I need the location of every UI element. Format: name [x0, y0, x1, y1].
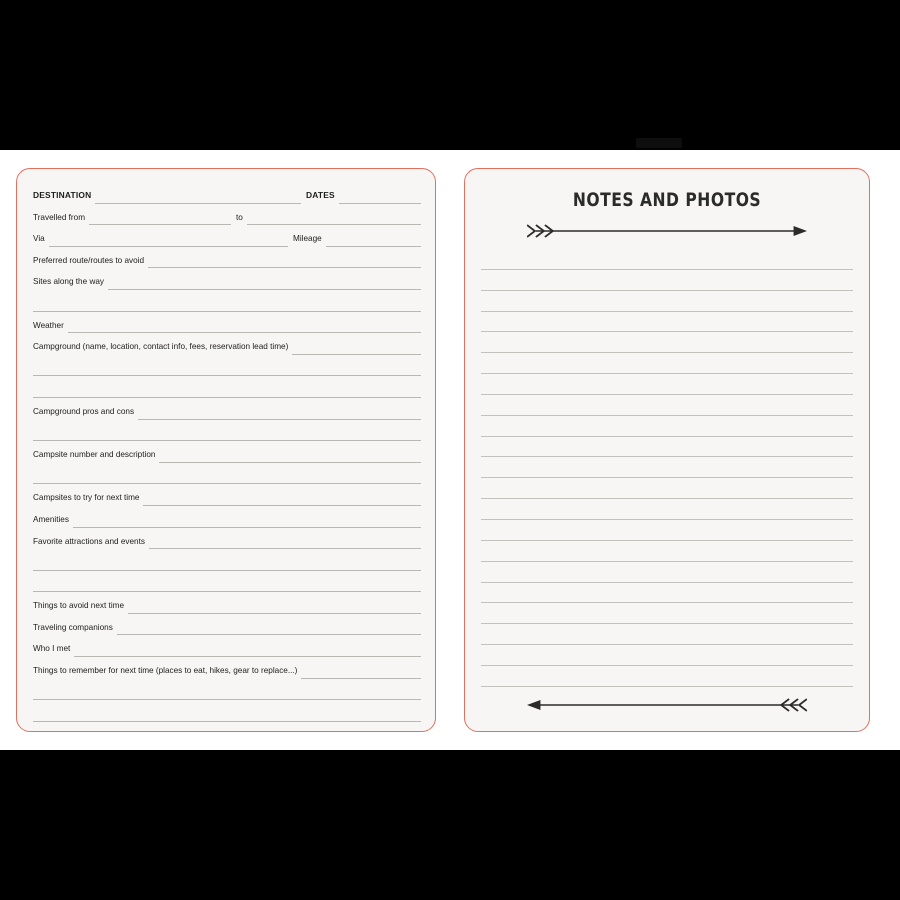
field-rule — [33, 440, 421, 441]
form-blank-line[interactable] — [33, 293, 421, 315]
field-rule — [33, 483, 421, 484]
field-label: Things to remember for next time (places to eat, hikes, gear to replace...) — [33, 660, 301, 682]
notes-ruled-line[interactable] — [481, 437, 853, 458]
notes-ruled-line[interactable] — [481, 249, 853, 270]
form-field-row[interactable] — [33, 228, 421, 250]
field-rule — [33, 699, 421, 700]
notes-ruled-line[interactable] — [481, 603, 853, 624]
form-field-row[interactable] — [33, 207, 421, 229]
field-rule — [33, 721, 421, 722]
field-label: Travelled from — [33, 207, 89, 229]
field-label: Campground (name, location, contact info, fees, reservation lead time) — [33, 336, 292, 358]
right-page-sheet — [464, 168, 870, 732]
field-rule — [33, 591, 421, 592]
form-blank-line[interactable] — [33, 682, 421, 704]
field-rule — [33, 332, 421, 333]
notes-ruled-line[interactable] — [481, 666, 853, 687]
arrow-left-with-chevrons-icon — [527, 697, 807, 713]
field-label: Campsites to try for next time — [33, 487, 143, 509]
page-top-mark — [636, 138, 682, 148]
form-blank-line[interactable] — [33, 379, 421, 401]
form-field-row[interactable] — [33, 444, 421, 466]
field-label: Campground pros and cons — [33, 401, 138, 423]
trip-form — [33, 185, 421, 717]
form-blank-line[interactable] — [33, 703, 421, 725]
field-rule — [33, 570, 421, 571]
left-page-sheet — [16, 168, 436, 732]
form-field-row[interactable] — [33, 509, 421, 531]
field-label-secondary: Mileage — [288, 228, 326, 250]
notes-ruled-line[interactable] — [481, 312, 853, 333]
notes-ruled-line[interactable] — [481, 457, 853, 478]
field-label: Preferred route/routes to avoid — [33, 250, 148, 272]
field-rule — [33, 311, 421, 312]
field-label: Via — [33, 228, 49, 250]
field-label: DESTINATION — [33, 185, 95, 207]
notes-ruled-line[interactable] — [481, 520, 853, 541]
notes-ruled-line[interactable] — [481, 416, 853, 437]
field-label: Weather — [33, 315, 68, 337]
form-field-row[interactable] — [33, 401, 421, 423]
field-label: Favorite attractions and events — [33, 531, 149, 553]
form-field-row[interactable] — [33, 660, 421, 682]
field-label-secondary: DATES — [301, 185, 339, 207]
right-page — [450, 150, 900, 750]
form-blank-line[interactable] — [33, 423, 421, 445]
field-rule — [33, 246, 421, 247]
field-label-secondary: to — [231, 207, 247, 229]
field-label: Campsite number and description — [33, 444, 159, 466]
form-field-row[interactable] — [33, 185, 421, 207]
notes-ruled-line[interactable] — [481, 583, 853, 604]
field-rule — [33, 397, 421, 398]
form-blank-line[interactable] — [33, 358, 421, 380]
form-field-row[interactable] — [33, 617, 421, 639]
notes-ruled-line[interactable] — [481, 332, 853, 353]
field-rule — [33, 527, 421, 528]
field-label: Who I met — [33, 638, 74, 660]
field-rule — [33, 656, 421, 657]
notes-and-photos-heading: NOTES AND PHOTOS — [572, 189, 762, 211]
form-field-row[interactable] — [33, 638, 421, 660]
notes-ruled-line[interactable] — [481, 353, 853, 374]
notes-ruled-line[interactable] — [481, 541, 853, 562]
field-label: Amenities — [33, 509, 73, 531]
form-field-row[interactable] — [33, 250, 421, 272]
field-label: Sites along the way — [33, 271, 108, 293]
form-field-row[interactable] — [33, 336, 421, 358]
notes-ruled-line[interactable] — [481, 270, 853, 291]
left-page — [0, 150, 450, 750]
field-label: Things to avoid next time — [33, 595, 128, 617]
notes-ruled-area — [481, 249, 853, 687]
form-field-row[interactable] — [33, 271, 421, 293]
journal-spread — [0, 150, 900, 750]
form-blank-line[interactable] — [33, 574, 421, 596]
arrow-right-with-chevrons-icon — [527, 223, 807, 239]
form-field-row[interactable] — [33, 595, 421, 617]
notes-ruled-line[interactable] — [481, 374, 853, 395]
field-rule — [33, 224, 421, 225]
notes-ruled-line[interactable] — [481, 562, 853, 583]
notes-ruled-line[interactable] — [481, 499, 853, 520]
form-field-row[interactable] — [33, 531, 421, 553]
form-field-row[interactable] — [33, 315, 421, 337]
notes-ruled-line[interactable] — [481, 478, 853, 499]
field-rule — [33, 375, 421, 376]
form-field-row[interactable] — [33, 487, 421, 509]
notes-ruled-line[interactable] — [481, 395, 853, 416]
form-blank-line[interactable] — [33, 552, 421, 574]
form-blank-line[interactable] — [33, 466, 421, 488]
field-label: Traveling companions — [33, 617, 117, 639]
notes-ruled-line[interactable] — [481, 291, 853, 312]
notes-ruled-line[interactable] — [481, 645, 853, 666]
notes-ruled-line[interactable] — [481, 624, 853, 645]
